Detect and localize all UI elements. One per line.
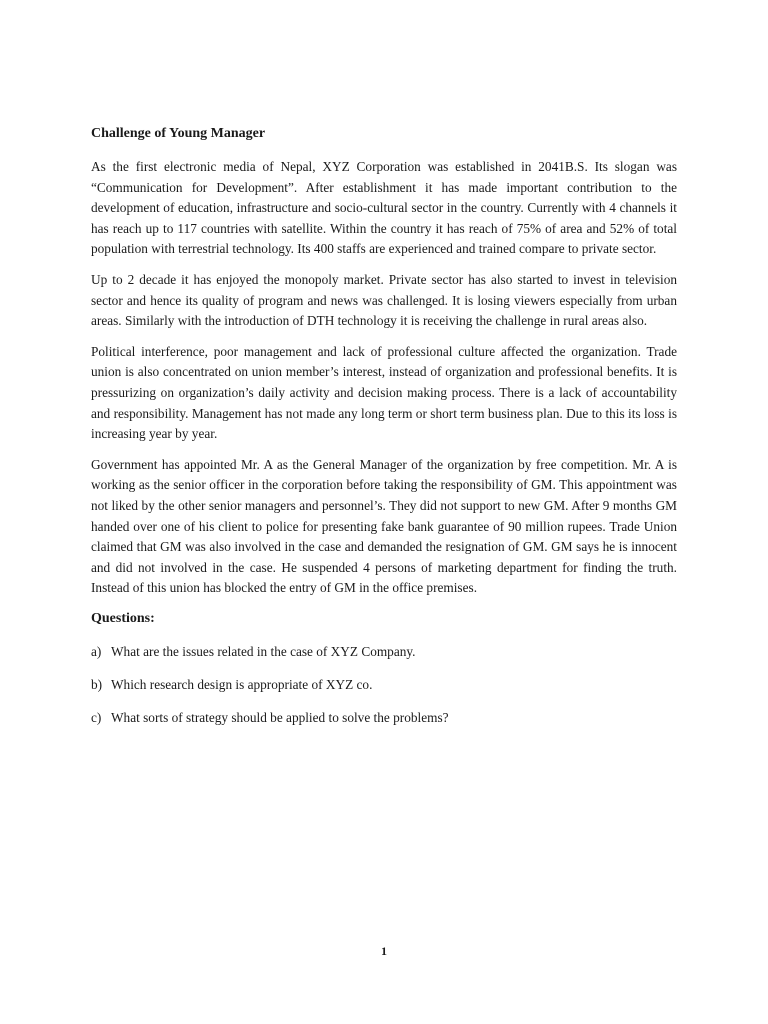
paragraph-3: Political interference, poor management and lack of professional culture affected the organization. Trade union is also concentrated on union member’s interest, instead of organization and professional benefits. It is pressurizing on organization’s daily activity and decision making process. There is a lack of accountability and responsibility. Management has not made any long term or short term business plan. Due to this its loss is increasing year by year. (91, 343, 677, 442)
question-item-c (91, 708, 677, 728)
questions-heading: Questions: (91, 610, 155, 626)
document-title: Challenge of Young Manager (91, 126, 266, 141)
paragraph-4: Government has appointed Mr. A as the General Manager of the organization by free competition. Mr. A is working as the senior officer in the corporation before taking the responsibility of GM. This appointment was not liked by the other senior managers and personnel’s. They did not support to new GM. After 9 months GM handed over one of his client to police for presenting fake bank guarantee of 90 million rupees. Trade Union claimed that GM was also involved in the case and demanded the resignation of GM. GM says he is innocent and did not involved in the case. He suspended 4 persons of marketing department for finding the truth. Instead of this union has blocked the entry of GM in the office premises. (91, 456, 677, 596)
paragraph-1: As the first electronic media of Nepal, XYZ Corporation was established in 2041B.S. Its slogan was “Communication for Development”. After establishment it has made important contribution to the development of education, infrastructure and socio-cultural sector in the country. Currently with 4 channels it has reach up to 117 countries with satellite. Within the country it has reach of 75% of area and 52% of total population with terrestrial technology. Its 400 staffs are experienced and trained compare to private sector. (91, 159, 677, 257)
question-text: What sorts of strategy should be applied to solve the problems? (111, 709, 449, 725)
question-letter: a) (91, 643, 102, 659)
question-letter: c) (91, 709, 102, 725)
question-text: What are the issues related in the case of XYZ Company. (111, 643, 416, 659)
document-page (91, 124, 677, 741)
paragraph-2: Up to 2 decade it has enjoyed the monopoly market. Private sector has also started to invest in television sector and hence its quality of program and news was challenged. It is losing viewers especially from urban areas. Similarly with the introduction of DTH technology it is receiving the challenge in rural areas also. (91, 271, 677, 329)
question-letter: b) (91, 676, 103, 692)
page-number: 1 (381, 944, 387, 958)
question-item-a (91, 642, 677, 662)
question-text: Which research design is appropriate of XYZ co. (111, 676, 373, 692)
question-item-b (91, 675, 677, 695)
